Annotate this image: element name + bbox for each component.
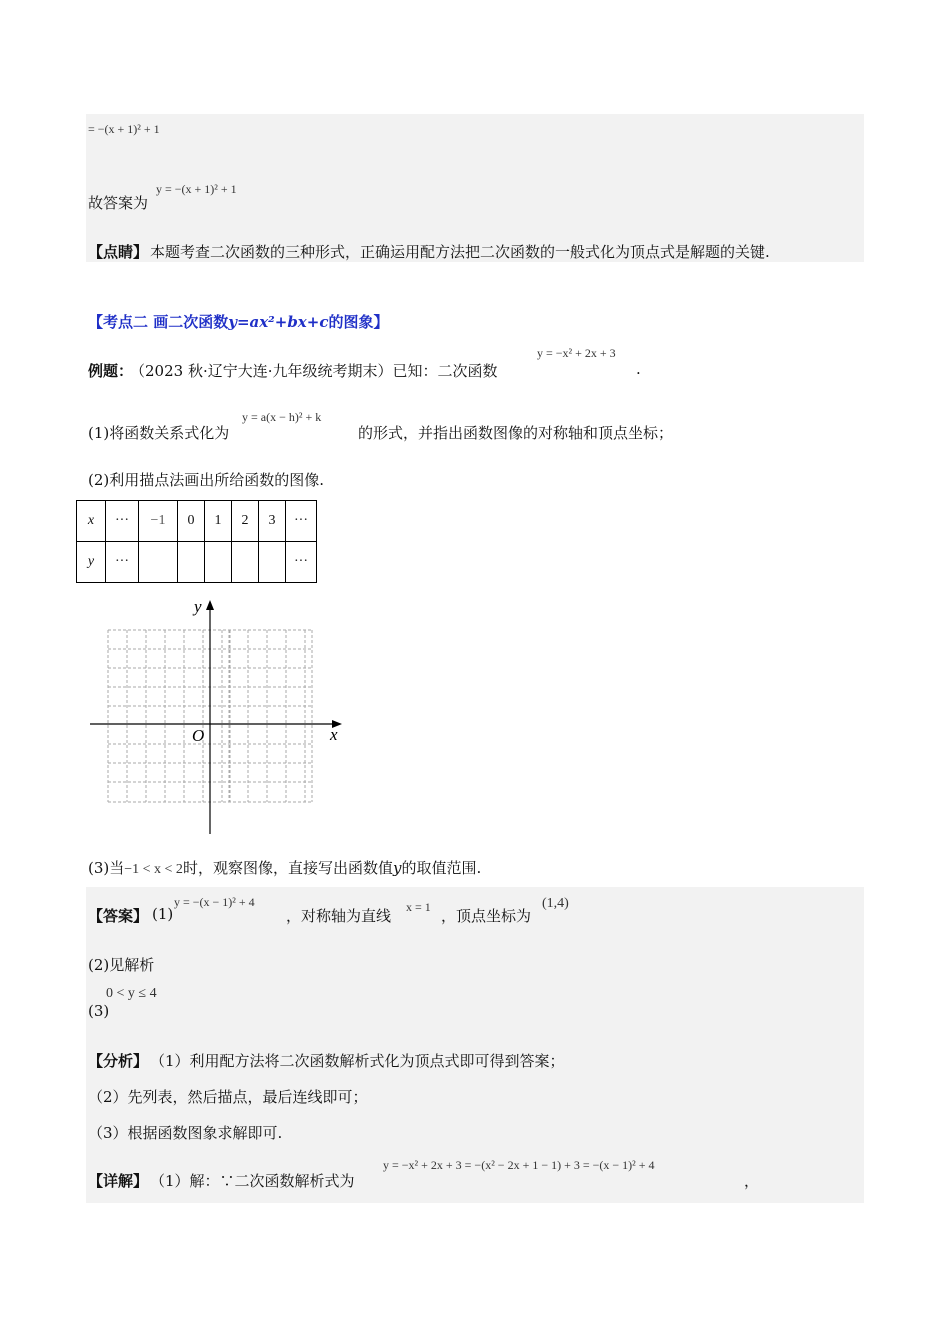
answer-p3-formula: 0 < y ≤ 4 <box>106 986 157 1001</box>
answer-p1-axis: x = 1 <box>406 900 431 914</box>
q3-range: −1 < x < 2 <box>124 862 183 877</box>
table-cell: 3 <box>259 501 286 542</box>
q3-line <box>88 857 481 878</box>
analysis-line2: （2）先列表，然后描点，最后连线即可； <box>88 1088 368 1106</box>
table-cell <box>259 542 286 583</box>
answer-p1-formula: y = −(x − 1)² + 4 <box>174 895 255 909</box>
analysis-line3: （3）根据函数图象求解即可. <box>88 1124 283 1142</box>
table-cell: 1 <box>205 501 232 542</box>
coordinate-grid <box>80 594 350 839</box>
detail-formula: y = −x² + 2x + 3 = −(x² − 2x + 1 − 1) + 3 = −(x − 1)² + 4 <box>383 1158 655 1172</box>
heading-prefix: 【考点二 画二次函数 <box>88 313 229 331</box>
q1-prefix: (1)将函数关系式化为 <box>88 424 230 442</box>
example-label: 例题： <box>88 362 134 380</box>
answer-p2: (2)见解析 <box>88 956 155 974</box>
answer-p1-mid: ，对称轴为直线 <box>286 907 392 925</box>
origin-label: O <box>192 726 205 745</box>
solution-block-2 <box>86 887 864 1203</box>
answer-p1-mid2: ，顶点坐标为 <box>441 907 532 925</box>
example-function: y = −x² + 2x + 3 <box>537 346 616 360</box>
detail-suffix: ， <box>744 1172 760 1190</box>
analysis-tag: 【分析】 <box>88 1052 149 1070</box>
q3-prefix: (3)当 <box>88 859 125 877</box>
y-axis-label: y <box>194 597 202 616</box>
q1-form: y = a(x − h)² + k <box>242 410 322 424</box>
table-cell <box>232 542 259 583</box>
heading-suffix: 的图象】 <box>328 313 389 331</box>
answer-prefix: 故答案为 <box>88 194 149 212</box>
analysis-line1: （1）利用配方法将二次函数解析式化为顶点式即可得到答案； <box>150 1052 565 1070</box>
q1-suffix: 的形式，并指出函数图像的对称轴和顶点坐标； <box>358 424 674 442</box>
table-cell: ··· <box>286 501 317 542</box>
table-row-x <box>77 501 317 542</box>
detail-prefix: （1）解：∵二次函数解析式为 <box>150 1172 355 1190</box>
table-cell <box>205 542 232 583</box>
y-axis-arrow <box>206 600 214 610</box>
answer-p1-vertex: (1,4) <box>542 896 569 911</box>
example-period: . <box>636 360 641 378</box>
table-y-label: y <box>77 542 106 583</box>
heading-formula: y=ax²+bx+c <box>228 313 329 331</box>
q2-text: (2)利用描点法画出所给函数的图像. <box>88 471 325 489</box>
comment-tag: 【点睛】 <box>88 243 149 261</box>
table-row-y <box>77 542 317 583</box>
detail-tag: 【详解】 <box>88 1172 149 1190</box>
answer-tag: 【答案】 <box>88 907 149 925</box>
comment-text: 本题考查二次函数的三种形式，正确运用配方法把二次函数的一般式化为顶点式是解题的关键. <box>150 243 770 261</box>
x-axis-label: x <box>330 725 338 744</box>
table-cell: −1 <box>139 501 178 542</box>
table-cell: 2 <box>232 501 259 542</box>
q3-suffix: 时，观察图像，直接写出函数值 <box>182 859 393 877</box>
q3-var: y <box>392 859 402 877</box>
answer-p1-prefix: (1) <box>152 905 174 923</box>
answer-formula: y = −(x + 1)² + 1 <box>156 182 237 196</box>
table-cell: 0 <box>178 501 205 542</box>
value-table <box>76 500 317 583</box>
equation-step: = −(x + 1)² + 1 <box>88 122 160 136</box>
table-cell <box>178 542 205 583</box>
answer-p3-label: (3) <box>88 1002 110 1020</box>
table-cell <box>139 542 178 583</box>
table-cell: ··· <box>106 501 139 542</box>
example-source: （2023 秋·辽宁大连·九年级统考期末）已知：二次函数 <box>130 362 498 380</box>
table-x-label: x <box>77 501 106 542</box>
q3-suffix2: 的取值范围. <box>401 859 482 877</box>
section-heading <box>88 311 388 332</box>
table-cell: ··· <box>106 542 139 583</box>
table-cell: ··· <box>286 542 317 583</box>
